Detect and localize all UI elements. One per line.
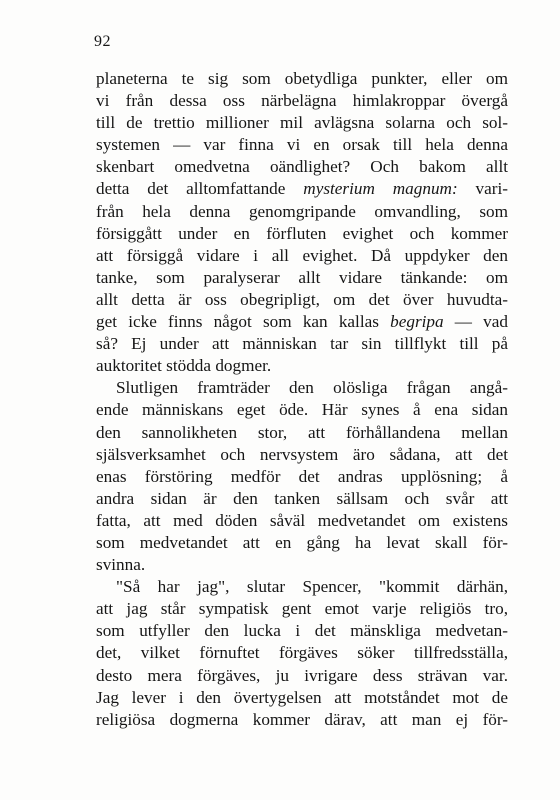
text-line bbox=[96, 178, 508, 200]
text-line bbox=[96, 90, 508, 112]
text-line bbox=[96, 444, 508, 466]
text-segment: systemen — var finna vi en orsak till hela denna bbox=[96, 135, 508, 155]
text-line bbox=[96, 620, 508, 642]
text-segment: Slutligen framträder den olösliga frågan angå- bbox=[116, 378, 508, 398]
text-segment: själsverksamhet och nervsystem äro sådana, att det bbox=[96, 444, 508, 464]
page-number: 92 bbox=[94, 33, 111, 50]
italic-text: begripa bbox=[390, 312, 444, 332]
text-line bbox=[96, 68, 508, 90]
body-text bbox=[96, 68, 508, 731]
text-line bbox=[96, 598, 508, 620]
text-line bbox=[96, 156, 508, 178]
text-line bbox=[96, 377, 508, 399]
text-segment: planeterna te sig som obetydliga punkter, eller om bbox=[96, 69, 508, 88]
text-line bbox=[96, 510, 508, 532]
text-line bbox=[96, 112, 508, 134]
text-line bbox=[96, 223, 508, 245]
text-line bbox=[96, 576, 508, 598]
text-line bbox=[96, 399, 508, 421]
text-segment: svinna. bbox=[96, 555, 146, 575]
text-segment: skenbart omedvetna oändlighet? Och bakom allt bbox=[96, 157, 508, 177]
text-line bbox=[96, 554, 508, 576]
text-segment: desto mera förgäves, ju ivrigare dess strävan var. bbox=[96, 665, 508, 685]
text-segment: som utfyller den lucka i det mänskliga medvetan- bbox=[96, 621, 508, 641]
text-line bbox=[96, 311, 508, 333]
text-line bbox=[96, 709, 508, 731]
text-segment: den sannolikheten stor, att förhållandena mellan bbox=[96, 422, 508, 442]
text-segment: andra sidan är den tanken sällsam och svår att bbox=[96, 488, 508, 508]
text-line bbox=[96, 245, 508, 267]
text-segment: auktoritet stödda dogmer. bbox=[96, 356, 272, 376]
text-line bbox=[96, 355, 508, 377]
text-segment: vari- bbox=[457, 179, 509, 199]
text-line bbox=[96, 466, 508, 488]
text-segment: att försiggå vidare i all evighet. Då uppdyker den bbox=[96, 245, 508, 265]
text-segment: allt detta är oss obegripligt, om det över huvudta- bbox=[96, 289, 508, 309]
text-segment: religiösa dogmerna kommer därav, att man ej för- bbox=[96, 709, 508, 729]
text-segment: att jag står sympatisk gent emot varje religiös tro, bbox=[96, 599, 508, 619]
italic-text: mysterium magnum: bbox=[303, 179, 458, 199]
text-line bbox=[96, 687, 508, 709]
text-segment: från hela denna genomgripande omvandling, som bbox=[96, 201, 508, 221]
text-segment: det, vilket förnuftet förgäves söker tillfredsställa, bbox=[96, 643, 508, 663]
text-line bbox=[96, 134, 508, 156]
text-segment: fatta, att med döden såväl medvetandet om existens bbox=[96, 510, 508, 530]
text-line bbox=[96, 201, 508, 223]
text-segment: försiggått under en förfluten evighet och kommer bbox=[96, 223, 508, 243]
text-line bbox=[96, 422, 508, 444]
text-segment: vi från dessa oss närbelägna himlakroppar övergå bbox=[96, 91, 508, 111]
text-segment: detta det alltomfattande bbox=[96, 179, 304, 199]
text-line bbox=[96, 289, 508, 311]
text-line bbox=[96, 333, 508, 355]
text-line bbox=[96, 532, 508, 554]
text-line bbox=[96, 267, 508, 289]
text-segment: som medvetandet att en gång ha levat skall för- bbox=[96, 532, 508, 552]
text-line bbox=[96, 642, 508, 664]
text-segment: enas förstöring medför det andras upplösning; å bbox=[96, 466, 508, 486]
text-segment: Jag lever i den övertygelsen att motståndet mot de bbox=[96, 687, 508, 707]
text-segment: — vad bbox=[443, 312, 508, 332]
text-segment: tanke, som paralyserar allt vidare tänkande: om bbox=[96, 267, 508, 287]
text-segment: get icke finns något som kan kallas bbox=[96, 312, 391, 332]
text-segment: så? Ej under att människan tar sin tillflykt till på bbox=[96, 334, 508, 354]
text-line bbox=[96, 488, 508, 510]
text-line bbox=[96, 665, 508, 687]
text-segment: ende människans eget öde. Här synes å ena sidan bbox=[96, 400, 508, 420]
text-segment: "Så har jag", slutar Spencer, "kommit därhän, bbox=[116, 577, 508, 597]
text-segment: till de trettio millioner mil avlägsna solarna och sol- bbox=[96, 113, 508, 133]
